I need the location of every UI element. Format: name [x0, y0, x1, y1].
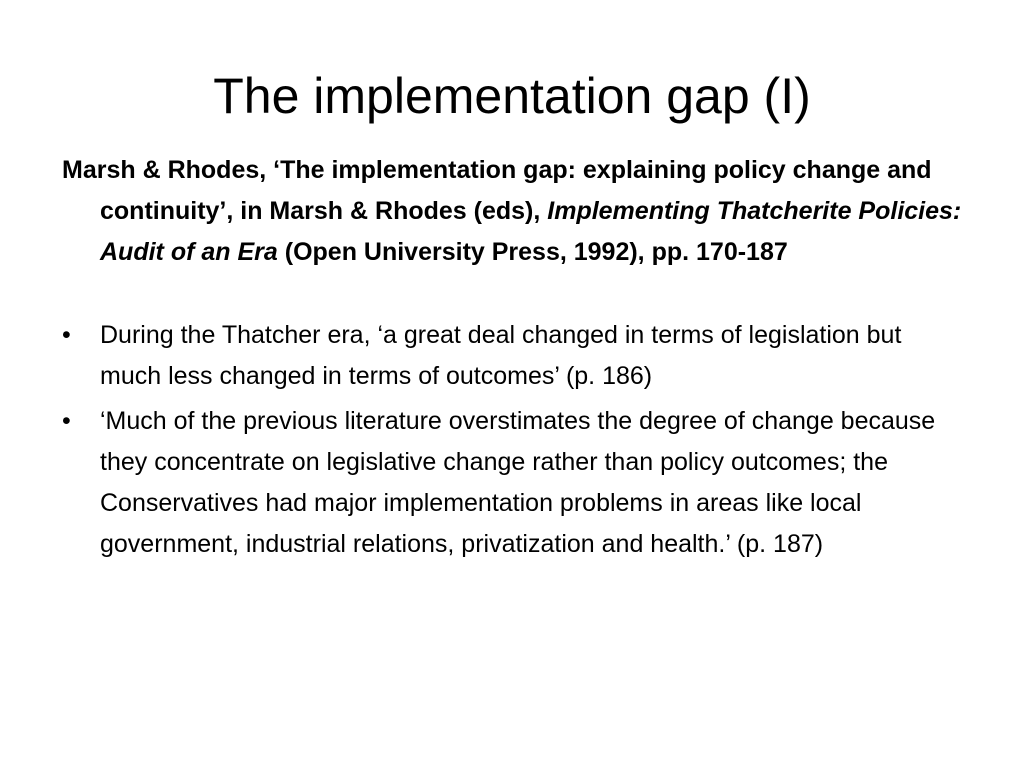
bullet-text: ‘Much of the previous literature overstimates the degree of change because they concentrate on legislative change rather than policy outcomes; the Conservatives had major implementation problems in areas like local government, industrial relations, privatization and health.’ (p. 187)	[100, 407, 936, 558]
reference-publisher: (Open University Press, 1992), pp. 170-187	[277, 238, 788, 266]
reference-book-title: Implementing Thatcherite Policies: Audit of an Era	[100, 197, 962, 266]
bullet-item	[62, 315, 967, 397]
reference-citation	[62, 150, 967, 273]
bullet-icon: •	[62, 321, 71, 349]
bullet-item	[62, 401, 967, 565]
reference-text: Marsh & Rhodes, ‘The implementation gap: explaining policy change and continuity’, in Marsh & Rhodes (eds),	[62, 156, 932, 225]
bullet-list	[62, 315, 967, 565]
bullet-text: During the Thatcher era, ‘a great deal changed in terms of legislation but much less changed in terms of outcomes’ (p. 186)	[100, 321, 902, 390]
slide-content	[62, 150, 967, 569]
slide-title: The implementation gap (I)	[213, 68, 811, 124]
bullet-icon: •	[62, 407, 71, 435]
